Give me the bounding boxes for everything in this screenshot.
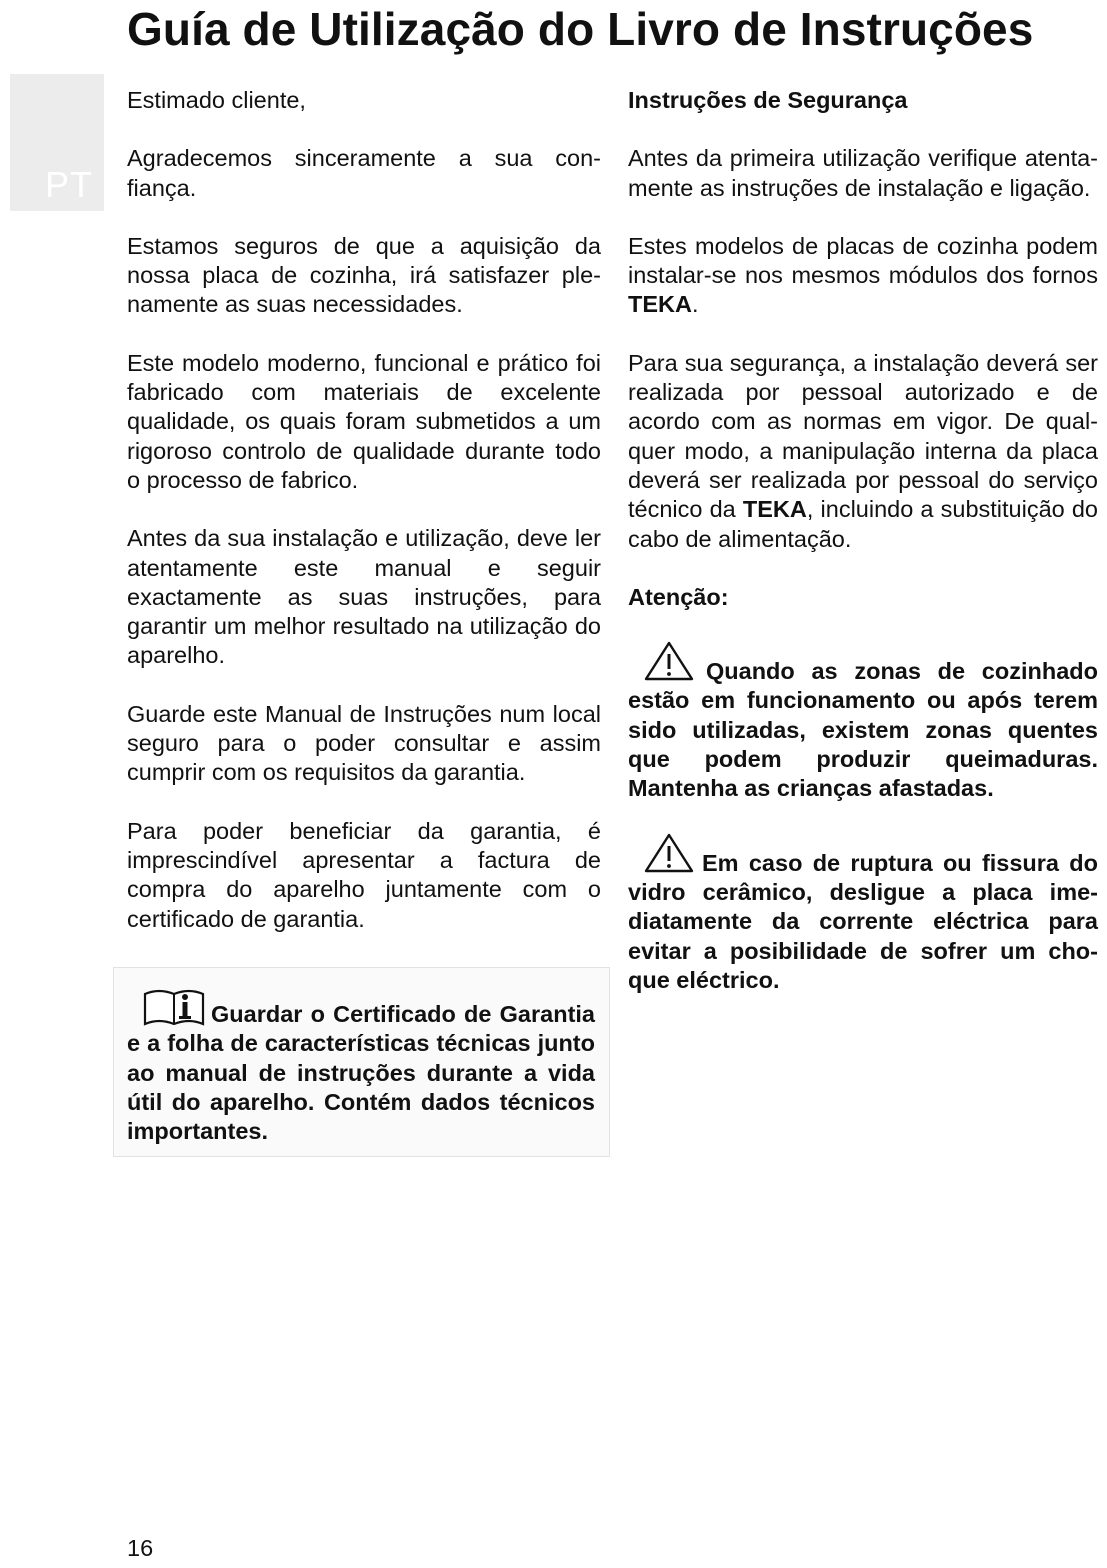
right-column (628, 86, 1098, 1024)
language-tab (10, 74, 104, 211)
left-column (127, 86, 601, 963)
warning-glass-break-text: Em caso de ruptura ou fissura do vidro cerâmico, desligue a placa ime-diatamente da corrente eléctrica para evitar a posibilidade de sofrer um cho-que eléctrico. (628, 849, 1098, 993)
paragraph-oven-modules (628, 232, 1098, 320)
paragraph-read-manual: Antes da sua instalação e utilização, deve ler atentamente este manual e seguir exactamente as suas instruções, para garantir um melhor resultado na utilização do aparelho. (127, 525, 601, 669)
attention-heading: Atenção: (628, 583, 729, 610)
brand-name: TEKA (628, 291, 692, 318)
paragraph-check-installation: Antes da primeira utilização verifique atenta-mente as instruções de instalação e ligação. (628, 145, 1098, 201)
page-title: Guía de Utilização do Livro de Instruções (127, 3, 1034, 55)
note-text (127, 988, 595, 1146)
brand-name-2: TEKA (742, 496, 807, 523)
warning-hot-zones (628, 641, 1098, 803)
paragraph-oven-modules-end: . (691, 291, 699, 318)
greeting: Estimado cliente, (127, 87, 306, 113)
paragraph-warranty: Para poder beneficiar da garantia, é imprescindível apresentar a factura de compra do aparelho juntamente com o certificado de garantia. (127, 817, 601, 932)
note-text-content: Guardar o Certificado de Garantia e a folha de características técnicas junto ao manual de instruções durante a vida útil do aparelho. Contém dados técnicos importantes. (127, 1001, 595, 1145)
page-number: 16 (127, 1535, 154, 1561)
paragraph-oven-modules-text: Estes modelos de placas de cozinha podem instalar-se nos mesmos módulos dos fornos (628, 232, 1098, 289)
book-info-icon (143, 988, 205, 1028)
paragraph-thanks: Agradecemos sinceramente a sua con-fiança. (127, 145, 601, 201)
paragraph-installation-text: Para sua segurança, a instalação deverá ser realizada por pessoal autorizado e de acordo com as normas em vigor. De qual-quer modo, a manipulação interna da placa deverá ser realizada por pessoal do serviço técnico da (628, 349, 1098, 523)
warning-glass-break (628, 833, 1098, 995)
safety-heading: Instruções de Segurança (628, 87, 908, 113)
warning-hot-zones-text: Quando as zonas de cozinhado estão em funcionamento ou após terem sido utilizadas, existem zonas quentes que podem produzir queimaduras. Mantenha as crianças afastadas. (628, 658, 1098, 802)
paragraph-installation-end: , incluindo a substituição do cabo de alimentação. (628, 496, 1098, 552)
warning-triangle-icon (644, 641, 694, 681)
paragraph-satisfaction: Estamos seguros de que a aquisição da nossa placa de cozinha, irá satisfazer ple-namente as suas necessidades. (127, 232, 601, 318)
language-tab-label: PT (45, 164, 94, 205)
warning-triangle-icon (644, 833, 694, 873)
paragraph-keep-manual: Guarde este Manual de Instruções num local seguro para o poder consultar e assim cumprir com os requisitos da garantia. (127, 700, 601, 786)
paragraph-authorized-installation (628, 349, 1098, 554)
paragraph-model-quality: Este modelo moderno, funcional e prático foi fabricado com materiais de excelente qualidade, os quais foram submetidos a um rigoroso controlo de qualidade durante todo o processo de fabrico. (127, 349, 601, 493)
